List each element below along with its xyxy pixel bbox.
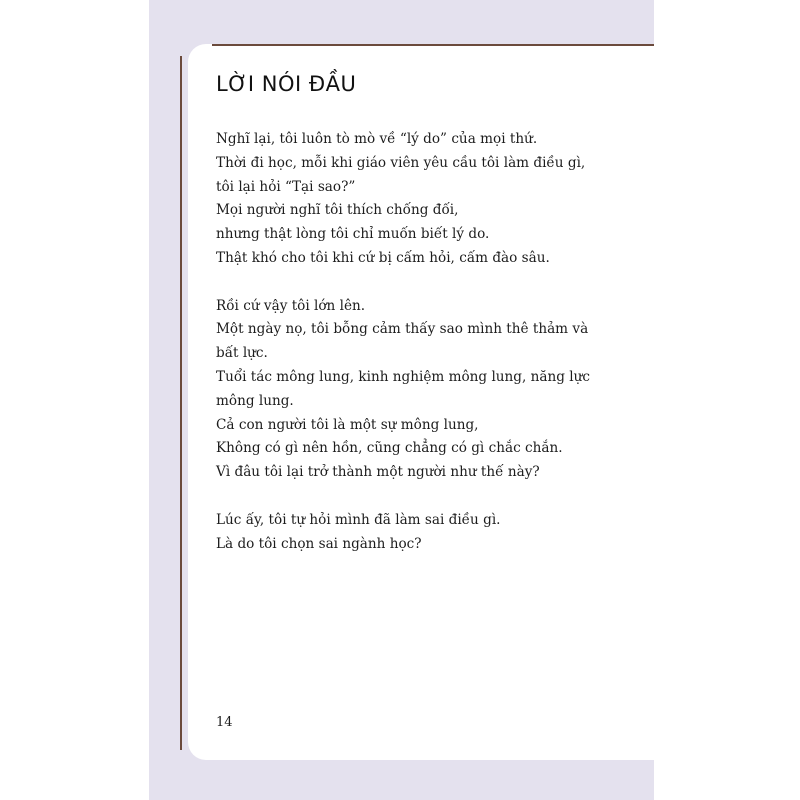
text-line: Cả con người tôi là một sự mông lung, <box>216 416 479 433</box>
text-line: Mọi người nghĩ tôi thích chống đối, <box>216 202 459 219</box>
body-text <box>216 128 636 556</box>
text-line: Nghĩ lại, tôi luôn tò mò về “lý do” của mọi thứ. <box>216 131 538 147</box>
text-line: Một ngày nọ, tôi bỗng cảm thấy sao mình thê thảm và <box>216 321 589 338</box>
text-line: Vì đâu tôi lại trở thành một người như thế này? <box>216 464 540 481</box>
text-line: Là do tôi chọn sai ngành học? <box>216 535 422 552</box>
paragraph-1 <box>216 128 636 271</box>
left-rule <box>180 56 182 750</box>
paragraph-3 <box>216 509 636 557</box>
chapter-title: LỜI NÓI ĐẦU <box>216 72 357 96</box>
text-line: tôi lại hỏi “Tại sao?” <box>216 178 356 195</box>
text-line: Không có gì nên hồn, cũng chẳng có gì chắc chắn. <box>216 440 563 457</box>
page-content <box>216 70 636 580</box>
text-line: Lúc ấy, tôi tự hỏi mình đã làm sai điều gì. <box>216 511 501 528</box>
top-rule <box>212 44 654 46</box>
text-line: bất lực. <box>216 345 268 362</box>
text-line: Thật khó cho tôi khi cứ bị cấm hỏi, cấm đào sâu. <box>216 249 550 266</box>
paragraph-2 <box>216 295 636 485</box>
page-number: 14 <box>216 715 233 730</box>
text-line: Rồi cứ vậy tôi lớn lên. <box>216 297 366 314</box>
text-line: Thời đi học, mỗi khi giáo viên yêu cầu tôi làm điều gì, <box>216 154 586 171</box>
text-line: mông lung. <box>216 392 294 409</box>
text-line: nhưng thật lòng tôi chỉ muốn biết lý do. <box>216 226 490 243</box>
text-line: Tuổi tác mông lung, kinh nghiệm mông lung, năng lực <box>216 368 591 385</box>
